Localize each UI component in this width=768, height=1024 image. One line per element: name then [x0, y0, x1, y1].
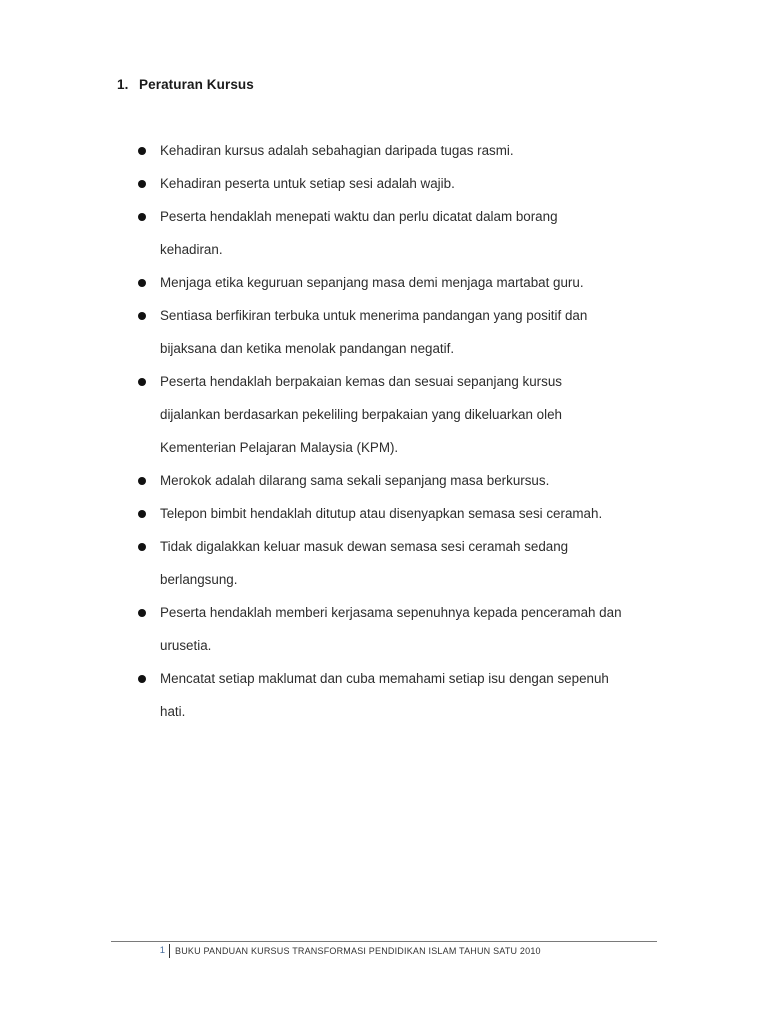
rule-text-line: bijaksana dan ketika menolak pandangan negatif.	[160, 341, 455, 356]
section-heading	[117, 77, 254, 92]
bullet-icon	[138, 510, 146, 518]
rule-text-line: Kehadiran peserta untuk setiap sesi adalah wajib.	[160, 176, 455, 191]
rule-text-line: Peserta hendaklah memberi kerjasama sepenuhnya kepada penceramah dan	[160, 605, 622, 620]
rule-text-line: dijalankan berdasarkan pekeliling berpakaian yang dikeluarkan oleh	[160, 407, 562, 422]
rule-text-line: urusetia.	[160, 638, 212, 653]
footer-title: BUKU PANDUAN KURSUS TRANSFORMASI PENDIDIKAN ISLAM TAHUN SATU 2010	[175, 946, 541, 956]
rule-text-line: Menjaga etika keguruan sepanjang masa demi menjaga martabat guru.	[160, 275, 584, 290]
bullet-icon	[138, 279, 146, 287]
bullet-icon	[138, 609, 146, 617]
section-number: 1.	[117, 77, 129, 92]
bullet-icon	[138, 180, 146, 188]
bullet-icon	[138, 312, 146, 320]
bullet-icon	[138, 675, 146, 683]
bullet-icon	[138, 543, 146, 551]
bullet-icon	[138, 147, 146, 155]
bullet-icon	[138, 213, 146, 221]
rule-text-line: Merokok adalah dilarang sama sekali sepanjang masa berkursus.	[160, 473, 550, 488]
rule-text-line: Kementerian Pelajaran Malaysia (KPM).	[160, 440, 399, 455]
footer-separator	[169, 944, 170, 958]
section-title: Peraturan Kursus	[139, 77, 254, 92]
rule-text-line: Sentiasa berfikiran terbuka untuk menerima pandangan yang positif dan	[160, 308, 588, 323]
bullet-icon	[138, 477, 146, 485]
rule-text-line: kehadiran.	[160, 242, 223, 257]
bullet-icon	[138, 378, 146, 386]
rule-text-line: Peserta hendaklah menepati waktu dan perlu dicatat dalam borang	[160, 209, 558, 224]
footer-divider	[111, 941, 657, 942]
rule-text-line: Mencatat setiap maklumat dan cuba memahami setiap isu dengan sepenuh	[160, 671, 609, 686]
page-footer	[111, 944, 657, 960]
rule-text-line: Tidak digalakkan keluar masuk dewan semasa sesi ceramah sedang	[160, 539, 569, 554]
rule-text-line: hati.	[160, 704, 186, 719]
rule-text-line: Telepon bimbit hendaklah ditutup atau disenyapkan semasa sesi ceramah.	[160, 506, 603, 521]
rule-text-line: Peserta hendaklah berpakaian kemas dan sesuai sepanjang kursus	[160, 374, 562, 389]
rule-text-line: Kehadiran kursus adalah sebahagian daripada tugas rasmi.	[160, 143, 514, 158]
footer-page-number: 1	[159, 945, 165, 956]
rule-text-line: berlangsung.	[160, 572, 238, 587]
